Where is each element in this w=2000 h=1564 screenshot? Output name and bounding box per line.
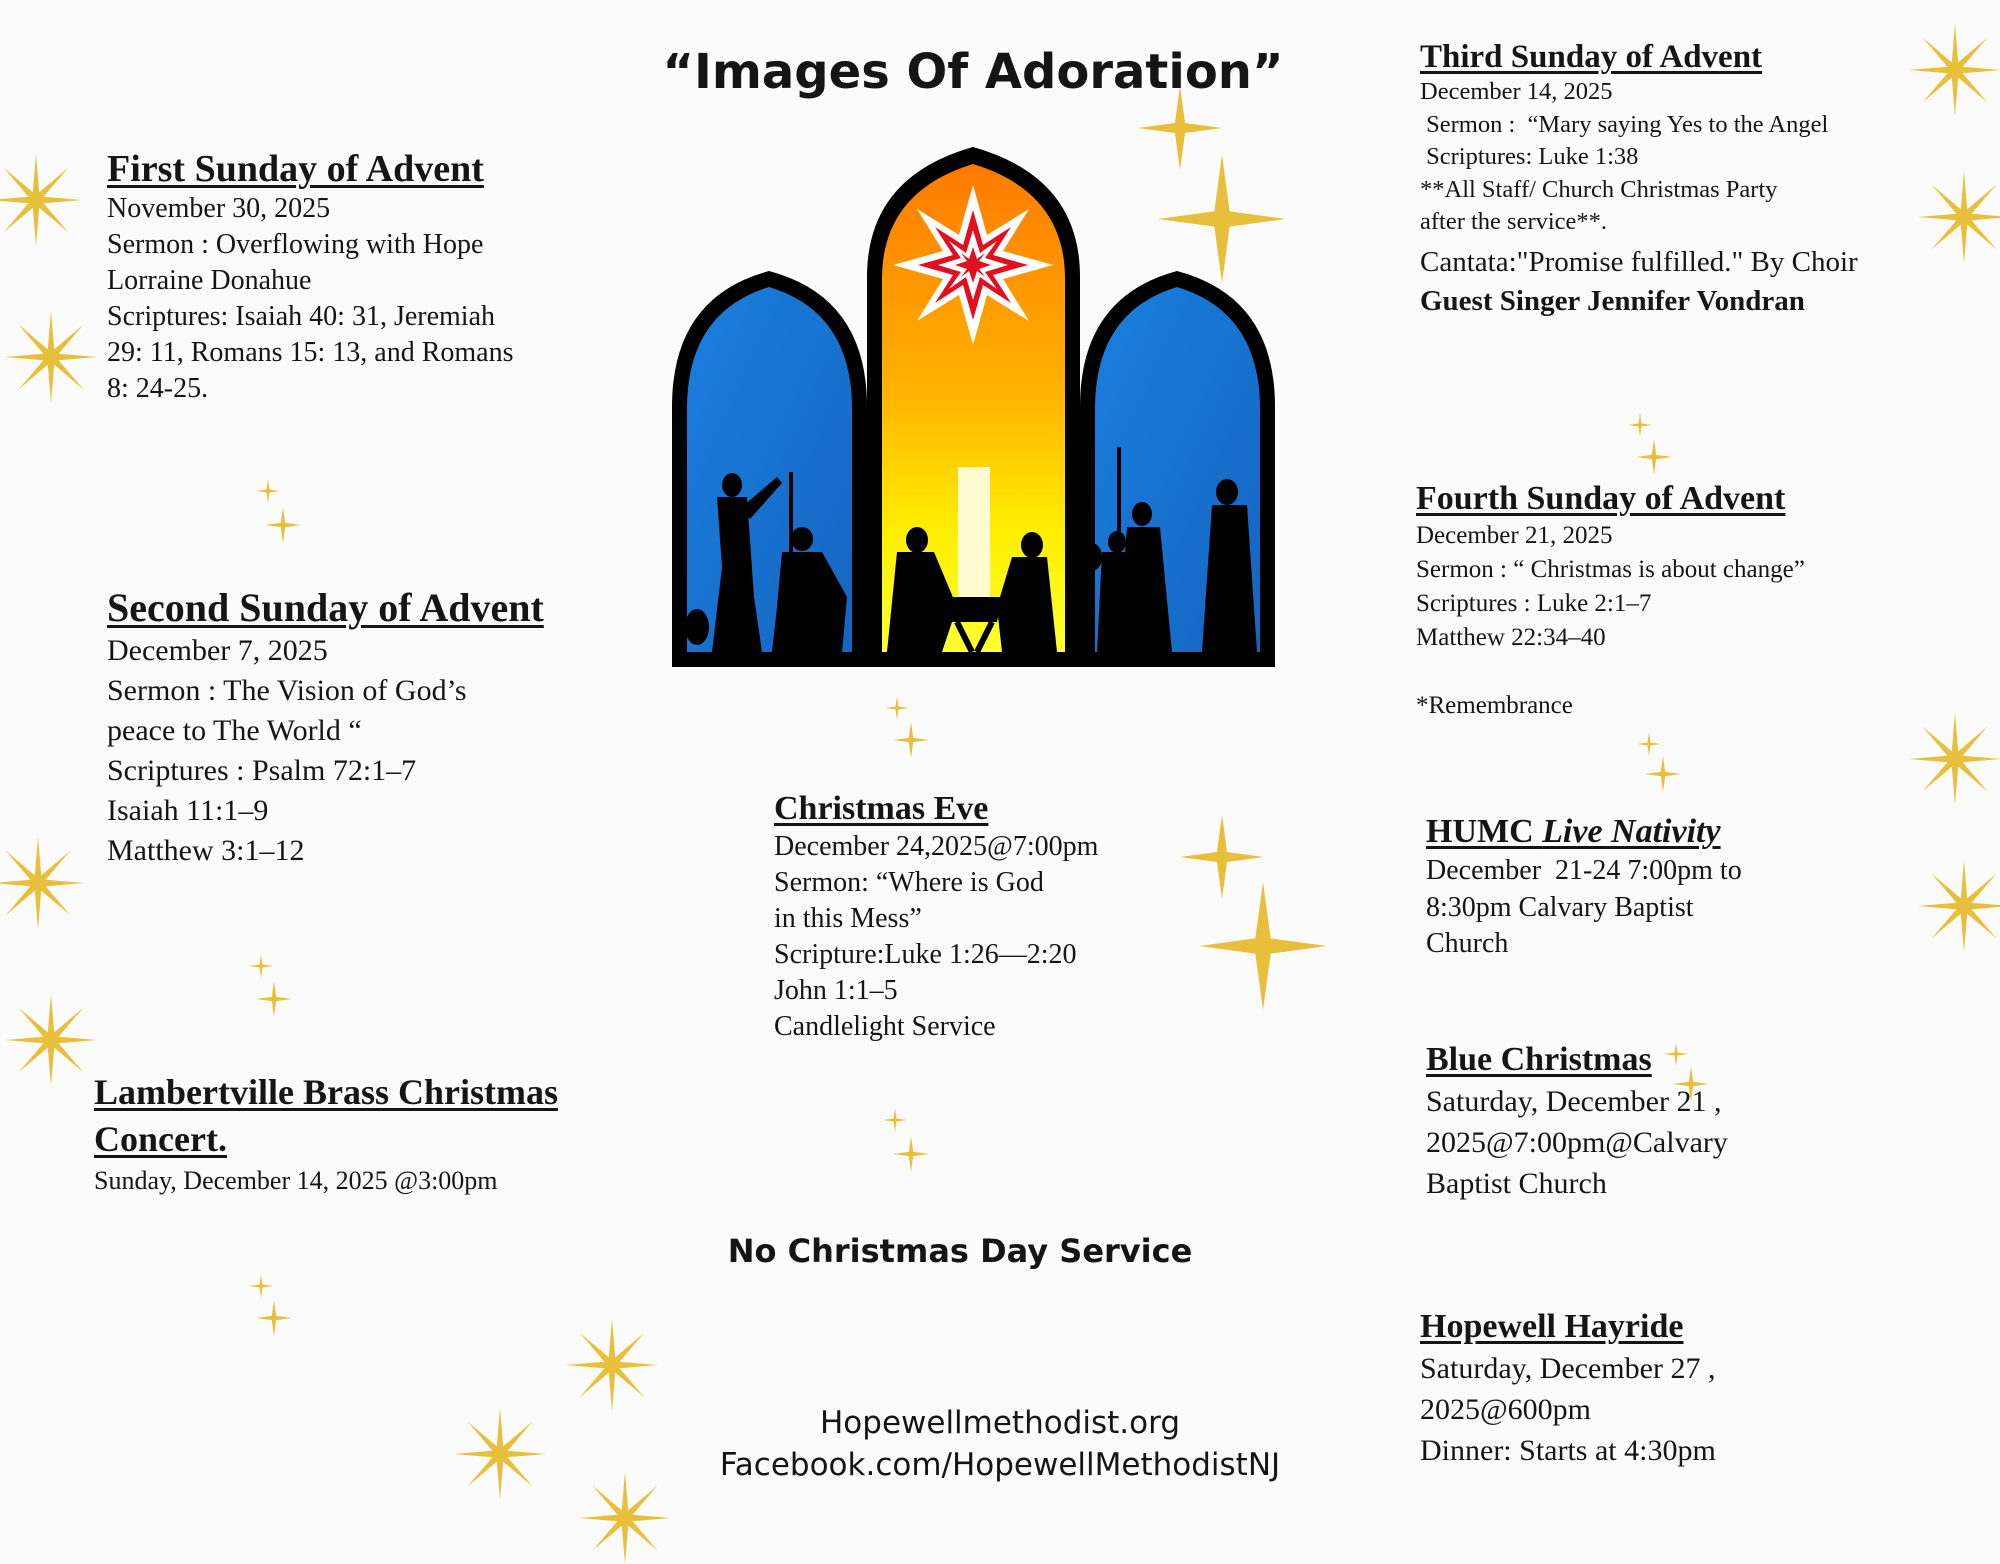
brass-concert-heading: Lambertville Brass Christmas	[94, 1072, 558, 1112]
live-nativity-section	[1426, 811, 1742, 963]
third-sunday-date: December 14, 2025	[1420, 78, 1613, 105]
gold-sparkle-icon	[1637, 732, 1661, 756]
no-christmas-day-service-notice: No Christmas Day Service	[727, 1232, 1193, 1270]
contact-links	[0, 1402, 2000, 1486]
third-sunday-party: **All Staff/ Church Christmas Party	[1420, 175, 1778, 203]
first-sunday-scripture: Scriptures: Isaiah 40: 31, Jeremiah	[107, 301, 496, 332]
gold-starburst-icon	[5, 994, 97, 1086]
second-sunday-section	[107, 585, 544, 871]
hayride-detail: 2025@600pm	[1420, 1393, 1591, 1426]
second-sunday-scripture: Scriptures : Psalm 72:1–7	[107, 754, 417, 787]
gold-sparkle-icon	[883, 1108, 907, 1132]
third-sunday-scripture: Scriptures: Luke 1:38	[1420, 143, 1639, 170]
first-sunday-date: November 30, 2025	[107, 193, 331, 224]
gold-starburst-icon	[566, 1319, 658, 1411]
blue-christmas-detail: Saturday, December 21 ,	[1426, 1085, 1722, 1118]
christmas-eve-sermon: in this Mess”	[774, 903, 922, 934]
gold-sparkle-icon	[265, 507, 301, 543]
christmas-eve-scripture: Scripture:Luke 1:26—2:20	[774, 939, 1077, 970]
live-nativity-heading-italic: Live Nativity	[1542, 813, 1721, 850]
christmas-eve-heading: Christmas Eve	[774, 790, 989, 827]
second-sunday-scripture: Isaiah 11:1–9	[107, 794, 269, 827]
second-sunday-scripture: Matthew 3:1–12	[107, 834, 305, 867]
first-sunday-sermon: Sermon : Overflowing with Hope	[107, 229, 484, 260]
gold-sparkle-icon	[893, 1136, 929, 1172]
gold-sparkle-icon	[893, 722, 929, 758]
christmas-eve-sermon: Sermon: “Where is God	[774, 867, 1044, 898]
first-sunday-speaker: Lorraine Donahue	[107, 265, 312, 296]
blue-christmas-section	[1426, 1039, 1728, 1204]
third-sunday-sermon: Sermon : “Mary saying Yes to the Angel	[1420, 110, 1829, 138]
blue-christmas-detail: Baptist Church	[1426, 1167, 1607, 1200]
third-sunday-section	[1420, 38, 1858, 321]
second-sunday-sermon: peace to The World “	[107, 714, 362, 747]
gold-sparkle-icon	[1636, 439, 1672, 475]
website-link[interactable]: Hopewellmethodist.org	[819, 1405, 1180, 1441]
christmas-eve-section	[774, 789, 1098, 1045]
live-nativity-heading-prefix: HUMC	[1426, 813, 1543, 850]
third-sunday-heading: Third Sunday of Advent	[1420, 39, 1763, 75]
christmas-eve-scripture: John 1:1–5	[774, 975, 898, 1006]
christmas-eve-service: Candlelight Service	[774, 1011, 996, 1042]
fourth-sunday-section	[1416, 479, 1805, 723]
gold-starburst-icon	[1909, 713, 2000, 805]
hayride-heading: Hopewell Hayride	[1420, 1308, 1684, 1345]
christmas-eve-date: December 24,2025@7:00pm	[774, 831, 1099, 862]
second-sunday-sermon: Sermon : The Vision of God’s	[107, 674, 467, 707]
brass-concert-section	[94, 1069, 558, 1199]
fourth-sunday-heading: Fourth Sunday of Advent	[1416, 480, 1786, 517]
first-sunday-heading: First Sunday of Advent	[107, 148, 484, 190]
live-nativity-heading	[1426, 811, 1742, 853]
fourth-sunday-scripture: Matthew 22:34–40	[1416, 624, 1606, 651]
first-sunday-section	[107, 147, 514, 407]
blue-christmas-detail: 2025@7:00pm@Calvary	[1426, 1126, 1728, 1159]
fourth-sunday-date: December 21, 2025	[1416, 522, 1613, 549]
third-sunday-party: after the service**.	[1420, 208, 1608, 235]
star-of-bethlehem-icon	[893, 185, 1053, 345]
gold-sparkle-icon	[249, 1274, 273, 1298]
page-title: “Images Of Adoration”	[662, 44, 1284, 100]
second-sunday-date: December 7, 2025	[107, 634, 328, 667]
gold-sparkle-icon	[885, 696, 909, 720]
fourth-sunday-note: *Remembrance	[1416, 692, 1573, 719]
third-sunday-cantata: Cantata:"Promise fulfilled." By Choir	[1420, 245, 1858, 278]
first-sunday-scripture: 8: 24-25.	[107, 373, 209, 404]
gold-starburst-icon	[0, 154, 82, 246]
fourth-sunday-scripture: Scriptures : Luke 2:1–7	[1416, 590, 1652, 617]
blue-christmas-heading: Blue Christmas	[1426, 1041, 1652, 1078]
fourth-sunday-sermon: Sermon : “ Christmas is about change”	[1416, 556, 1805, 583]
third-sunday-guest: Guest Singer Jennifer Vondran	[1420, 284, 1805, 317]
hayride-detail: Dinner: Starts at 4:30pm	[1420, 1434, 1716, 1467]
gold-starburst-icon	[0, 837, 84, 929]
second-sunday-heading: Second Sunday of Advent	[107, 585, 544, 630]
gold-sparkle-icon	[1628, 413, 1652, 437]
gold-sparkle-icon	[1199, 882, 1327, 1010]
facebook-link[interactable]: Facebook.com/HopewellMethodistNJ	[719, 1447, 1281, 1483]
gold-sparkle-icon	[256, 479, 280, 503]
gold-starburst-icon	[1918, 171, 2000, 263]
hayride-detail: Saturday, December 27 ,	[1420, 1352, 1716, 1385]
brass-concert-heading: Concert.	[94, 1119, 227, 1159]
gold-sparkle-icon	[249, 954, 273, 978]
gold-sparkle-icon	[256, 1300, 292, 1336]
gold-starburst-icon	[5, 311, 97, 403]
gold-sparkle-icon	[256, 981, 292, 1017]
stained-glass-nativity-image	[672, 147, 1275, 667]
live-nativity-detail: 8:30pm Calvary Baptist	[1426, 891, 1694, 923]
gold-starburst-icon	[1918, 860, 2000, 952]
gold-sparkle-icon	[1645, 756, 1681, 792]
first-sunday-scripture: 29: 11, Romans 15: 13, and Romans	[107, 337, 514, 368]
live-nativity-detail: December 21-24 7:00pm to	[1426, 855, 1742, 886]
live-nativity-detail: Church	[1426, 928, 1509, 959]
brass-concert-date: Sunday, December 14, 2025 @3:00pm	[94, 1166, 498, 1195]
